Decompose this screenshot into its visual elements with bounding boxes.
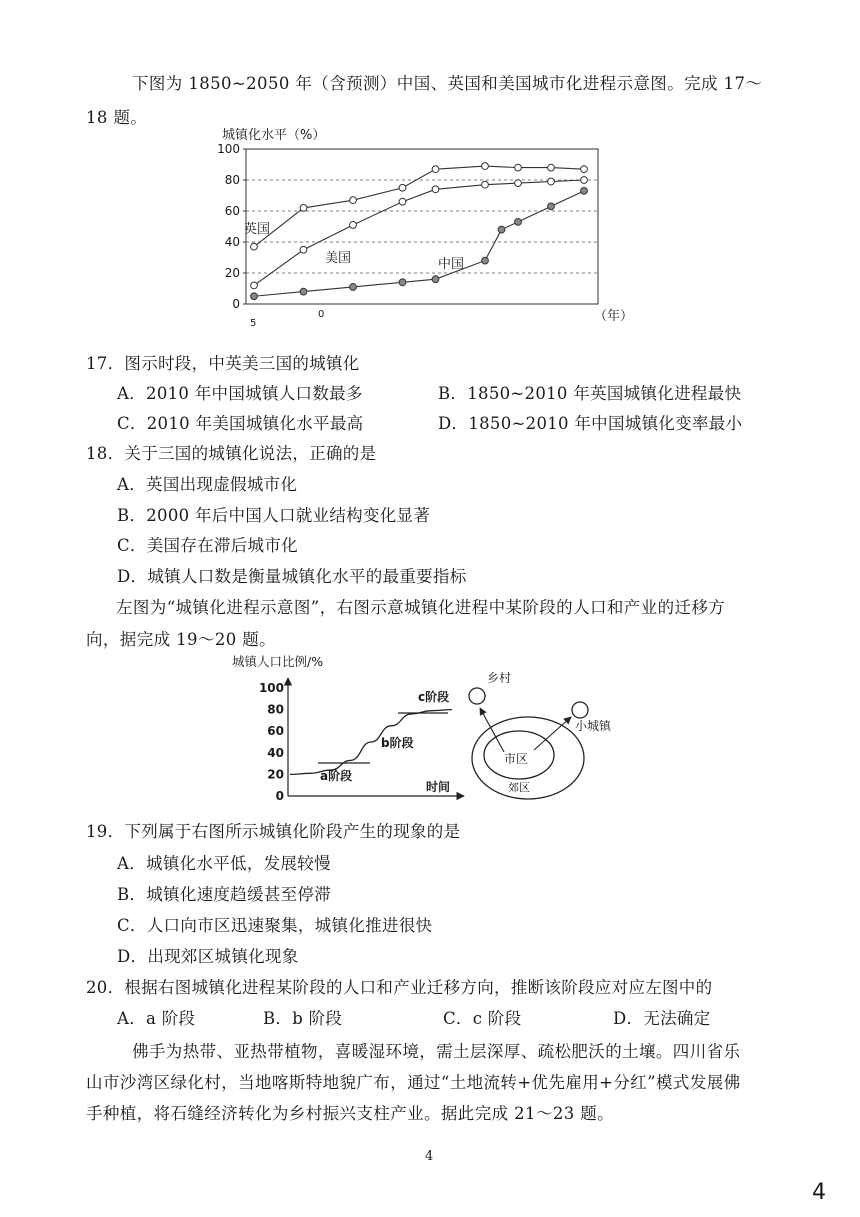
urbanization-chart [198, 126, 634, 332]
question-17-option-b: B．1850~2010 年英国城镇化进程最快 [438, 384, 742, 403]
chart1-data-point [432, 186, 439, 193]
chart1-xtick-fragment-1: 5 [250, 318, 257, 329]
chart1-series-line [254, 180, 584, 285]
question-19-option-d: D．出现郊区城镇化现象 [117, 947, 299, 966]
question-18-option-a: A．英国出现虚假城市化 [117, 475, 298, 494]
chart1-ytick-label: 80 [224, 173, 240, 187]
chart1-data-point [399, 184, 406, 191]
chart1-data-point [515, 180, 522, 187]
intro-paragraph-3-line-3: 手种植，将石缝经济转化为乡村振兴支柱产业。据此完成 21～23 题。 [86, 1104, 615, 1123]
chart1-data-point [432, 276, 439, 283]
rural-label: 乡村 [487, 671, 512, 685]
small-town-circle [572, 702, 588, 718]
suburb-label: 郊区 [508, 781, 530, 794]
chart1-data-point [515, 164, 522, 171]
page-number: 4 [425, 1149, 434, 1164]
intro-paragraph-2-line-2: 向，据完成 19～20 题。 [86, 630, 277, 649]
chart1-data-point [548, 164, 555, 171]
question-20-option-a: A．a 阶段 [117, 1009, 196, 1028]
intro-paragraph-2-line-1: 左图为“城镇化进程示意图”，右图示意城镇化进程中某阶段的人口和产业的迁移方 [116, 598, 726, 617]
question-18-option-c: C．美国存在滞后城市化 [117, 536, 298, 555]
chart1-ytick-label: 20 [224, 266, 240, 280]
chart1-data-point [350, 284, 357, 291]
chart1-ytick-label: 60 [224, 204, 240, 218]
chart1-data-point [350, 222, 357, 229]
chart1-data-point [581, 166, 588, 173]
question-20-option-c: C．c 阶段 [443, 1009, 522, 1028]
corner-page-number: 4 [812, 1180, 826, 1205]
chart1-ytick-label: 40 [224, 235, 240, 249]
chart1-data-point [581, 187, 588, 194]
intro-paragraph-1-line-2: 18 题。 [86, 108, 148, 127]
chart1-data-point [300, 205, 307, 212]
intro-paragraph-1-line-1: 下图为 1850~2050 年（含预测）中国、英国和美国城市化进程示意图。完成 17～ [132, 74, 763, 93]
chart1-data-point [515, 218, 522, 225]
question-17-option-d: D．1850~2010 年中国城镇化变率最小 [438, 414, 743, 433]
chart2-ytick-label: 60 [267, 724, 284, 739]
chart2-xlabel: 时间 [426, 780, 451, 794]
series-label-cn: 中国 [438, 257, 465, 272]
chart1-yticks [217, 142, 246, 311]
rural-circle [469, 688, 485, 704]
chart1-data-point [548, 178, 555, 185]
question-17-option-c: C．2010 年美国城镇化水平最高 [117, 414, 364, 433]
chart2-ytick-label: 100 [258, 681, 284, 695]
intro-paragraph-3-line-2: 山市沙湾区绿化村，当地喀斯特地貌广布，通过“土地流转+优先雇用+分红”模式发展佛 [86, 1073, 741, 1092]
chart1-series [251, 163, 588, 300]
chart1-data-point [432, 166, 439, 173]
question-18-stem: 18．关于三国的城镇化说法，正确的是 [86, 444, 377, 463]
series-label-uk: 英国 [244, 222, 271, 237]
chart2-ytick-label: 20 [267, 767, 284, 782]
chart2-ytick-label: 80 [267, 702, 284, 717]
chart1-data-point [399, 279, 406, 286]
urbanization-chart-svg [198, 126, 634, 332]
chart2-yticks [259, 681, 284, 803]
chart1-data-point [498, 226, 505, 233]
chart1-data-point [350, 197, 357, 204]
chart2-ylabel: 城镇人口比例/% [232, 654, 324, 669]
chart1-data-point [251, 282, 258, 289]
arrow-to-rural [480, 708, 504, 752]
question-17-stem: 17．图示时段，中英美三国的城镇化 [86, 354, 360, 373]
question-18-option-d: D．城镇人口数是衡量城镇化水平的最重要指标 [117, 567, 467, 586]
question-17-option-a: A．2010 年中国城镇人口数最多 [117, 384, 363, 403]
small-town-label: 小城镇 [575, 719, 612, 733]
chart1-data-point [300, 288, 307, 295]
chart1-data-point [482, 181, 489, 188]
intro-paragraph-3-line-1: 佛手为热带、亚热带植物，喜暖湿环境，需土层深厚、疏松肥沃的土壤。四川省乐 [132, 1042, 741, 1061]
chart1-data-point [300, 246, 307, 253]
question-19-option-b: B．城镇化速度趋缓甚至停滞 [117, 885, 332, 904]
question-19-option-a: A．城镇化水平低，发展较慢 [117, 854, 331, 873]
chart2-curve [290, 710, 452, 775]
chart2-ytick-label: 0 [275, 789, 284, 803]
question-20-option-b: B．b 阶段 [263, 1009, 343, 1028]
city-label: 市区 [504, 752, 529, 766]
chart1-data-point [482, 257, 489, 264]
question-19-option-c: C．人口向市区迅速聚集，城镇化推进很快 [117, 916, 433, 935]
arrow-to-small-town [534, 717, 571, 750]
chart1-xtick-fragment-2: 0 [318, 309, 325, 320]
stage-figures [228, 654, 628, 804]
chart1-data-point [251, 293, 258, 300]
chart1-xunit: （年） [594, 309, 634, 324]
chart1-data-point [581, 177, 588, 184]
chart1-ylabel: 城镇化水平（%） [222, 128, 326, 143]
question-19-stem: 19．下列属于右图所示城镇化阶段产生的现象的是 [86, 822, 461, 841]
chart1-data-point [548, 203, 555, 210]
stage-figures-svg [228, 654, 628, 804]
series-label-us: 美国 [325, 251, 352, 266]
stage-a-label: a阶段 [320, 769, 353, 783]
chart2-ytick-label: 40 [267, 745, 284, 760]
question-20-option-d: D．无法确定 [613, 1009, 711, 1028]
question-18-option-b: B．2000 年后中国人口就业结构变化显著 [117, 506, 431, 525]
chart1-data-point [251, 243, 258, 250]
chart1-ytick-label: 0 [232, 297, 240, 311]
stage-b-label: b阶段 [381, 736, 414, 750]
chart1-ytick-label: 100 [217, 142, 240, 156]
stage-c-label: c阶段 [418, 690, 450, 704]
question-20-stem: 20．根据右图城镇化进程某阶段的人口和产业迁移方向，推断该阶段应对应左图中的 [86, 978, 713, 997]
chart1-data-point [482, 163, 489, 170]
chart1-data-point [399, 198, 406, 205]
